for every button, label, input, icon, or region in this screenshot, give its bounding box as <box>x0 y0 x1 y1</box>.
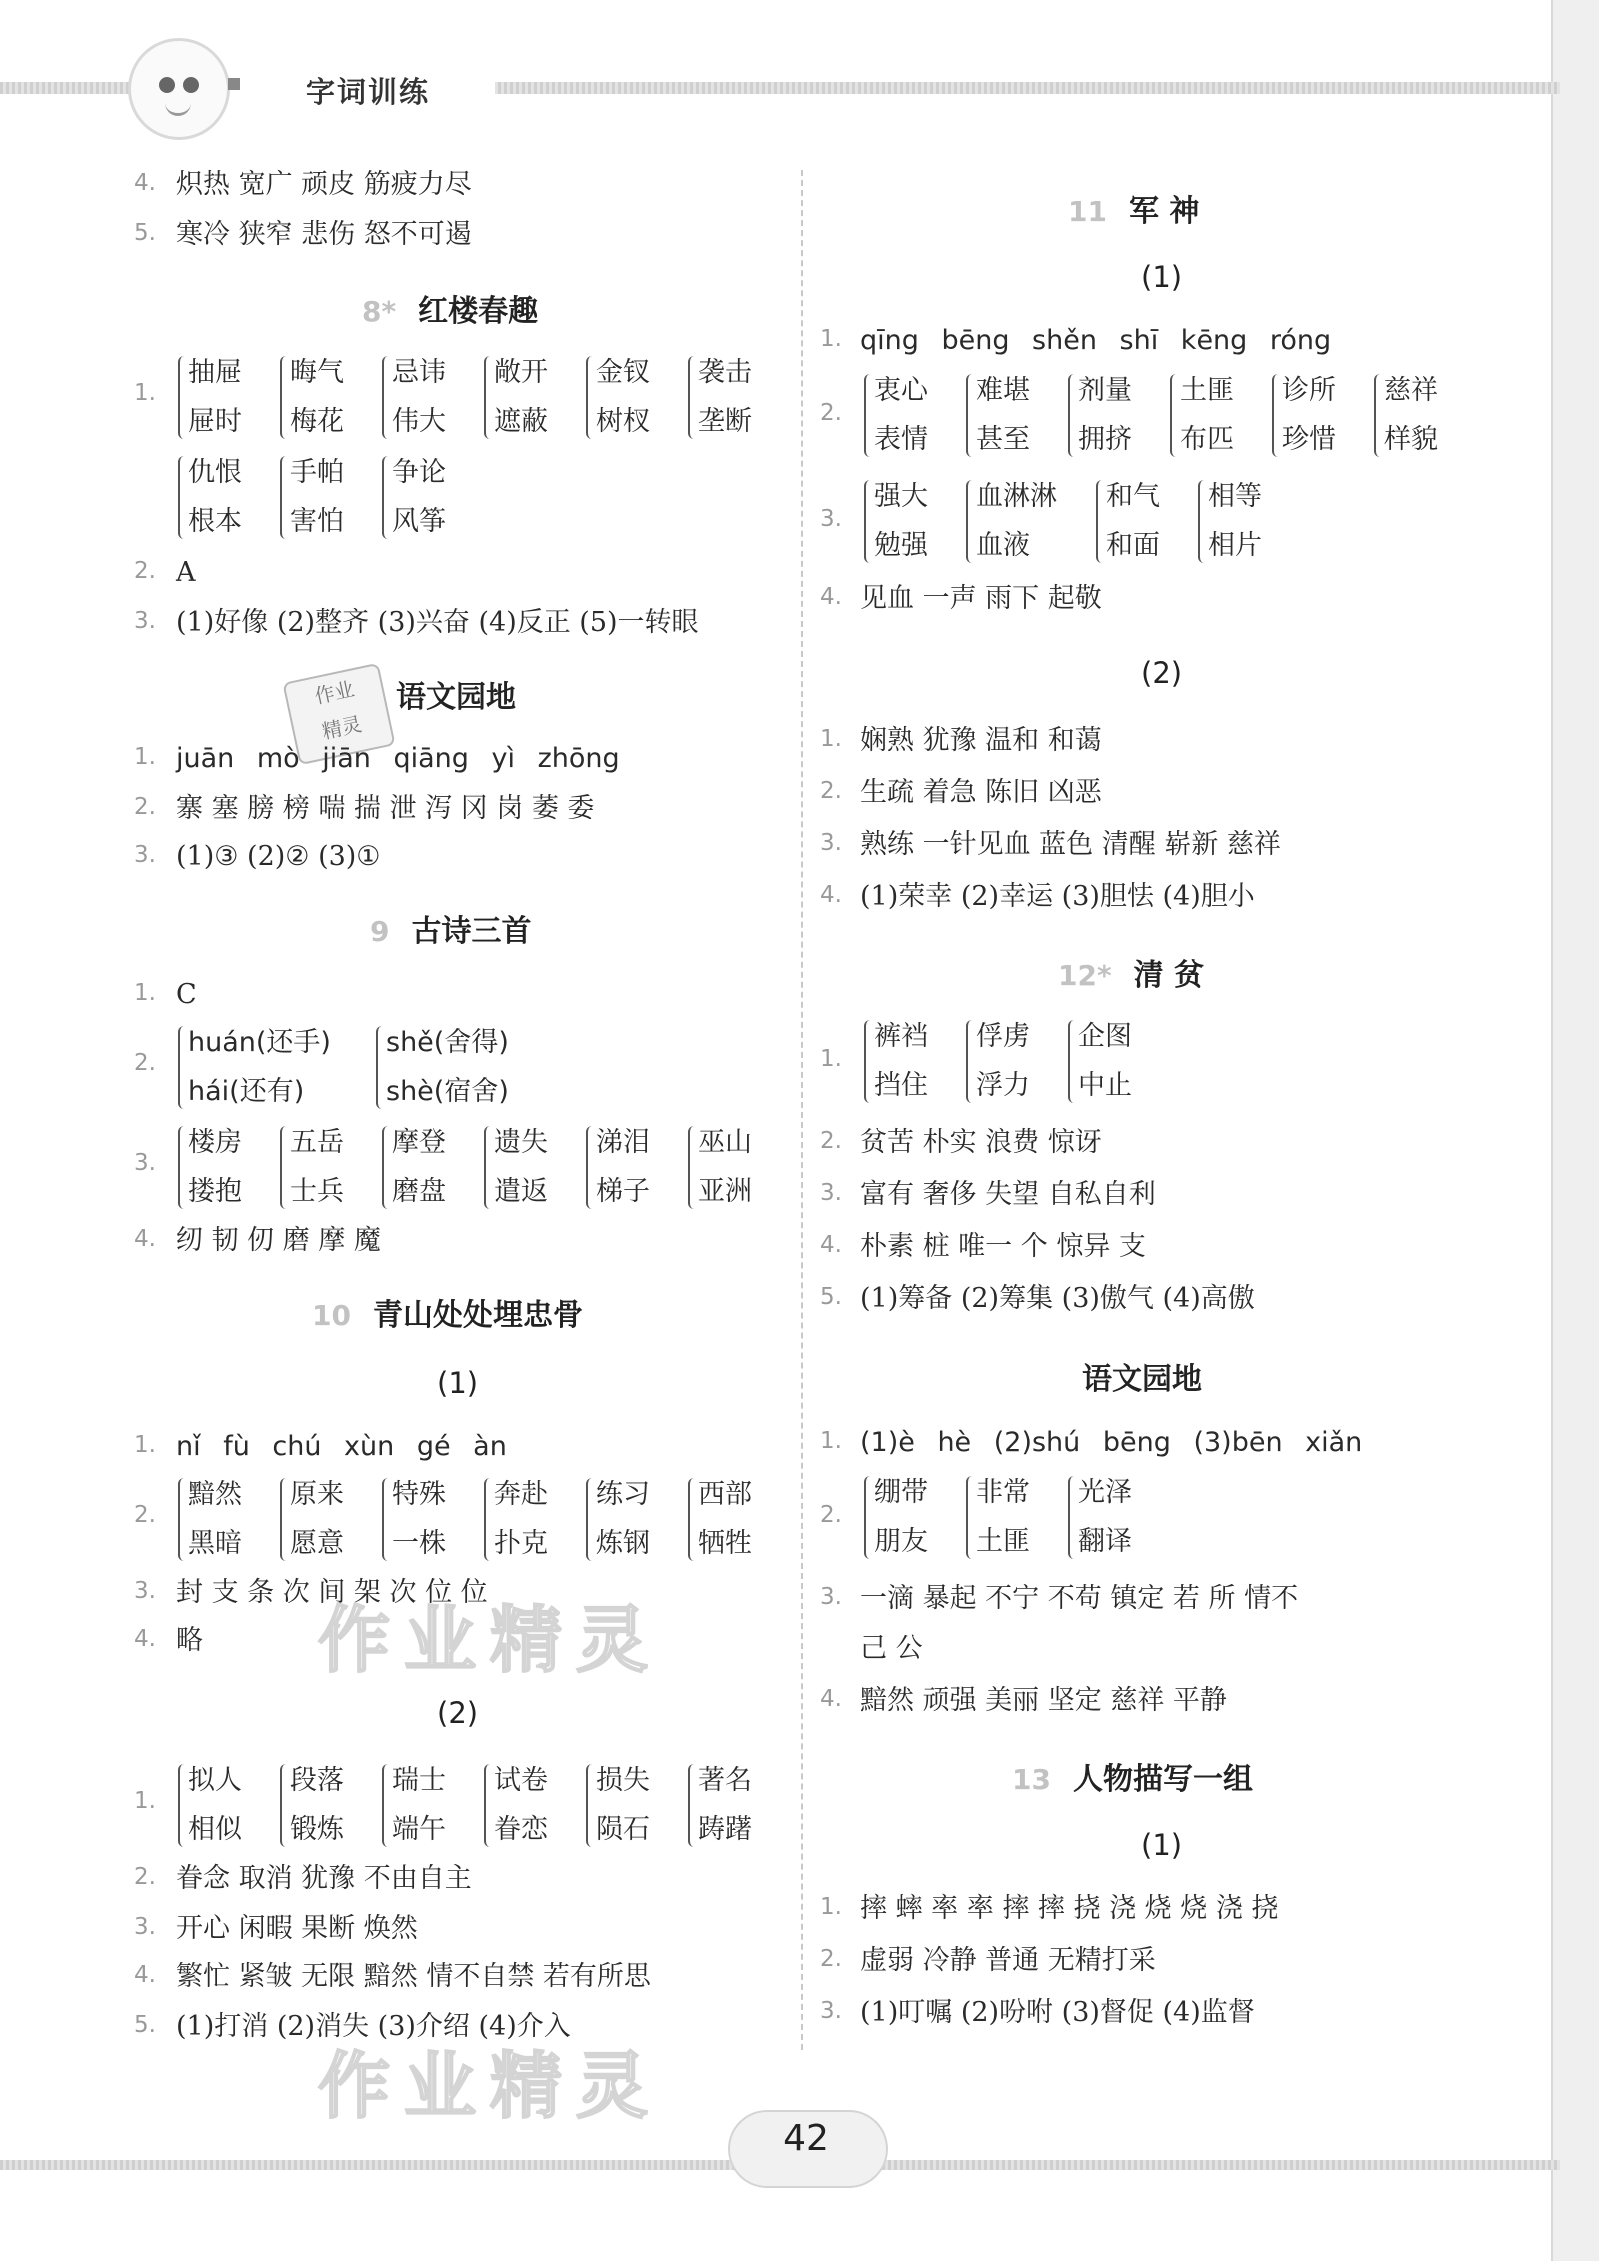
word-pair: 黯然 黑暗 <box>178 1478 274 1561</box>
answer-line: 封 支 条 次 间 架 次 位 位 <box>176 1577 488 1608</box>
answer-line: 纫 韧 仞 磨 摩 魔 <box>176 1225 381 1256</box>
item-number: 1. <box>134 1432 156 1458</box>
section-title: 语文园地 <box>396 680 516 715</box>
answer-line: 炽热 宽广 顽皮 筋疲力尽 <box>176 169 472 200</box>
word-pair: 西部 牺牲 <box>688 1478 784 1561</box>
page-edge <box>1551 0 1599 2261</box>
item-number: 4. <box>820 882 842 908</box>
word-pair: 俘虏 浮力 <box>966 1020 1062 1103</box>
word-pair: 剂量 拥挤 <box>1068 374 1164 457</box>
item-number: 2. <box>820 1502 842 1528</box>
answer-line: 略 <box>176 1625 203 1656</box>
word-pair: 裤裆 挡住 <box>864 1020 960 1103</box>
answer-line: 摔 蟀 率 率 摔 摔 挠 浇 烧 烧 浇 挠 <box>860 1893 1279 1924</box>
part-label: (1) <box>437 1366 479 1400</box>
item-number: 1. <box>820 326 842 352</box>
item-number: 1. <box>134 744 156 770</box>
mascot-logo <box>128 38 230 140</box>
word-pair: 血淋淋 血液 <box>966 480 1086 563</box>
column-divider <box>801 170 803 2050</box>
word-pair: 金钗 树杈 <box>586 356 682 439</box>
item-number: 2. <box>820 1946 842 1972</box>
watermark-stamp: 作业 精灵 <box>282 663 395 766</box>
word-pair: 忌讳 伟大 <box>382 356 478 439</box>
word-pair: 土匪 布匹 <box>1170 374 1266 457</box>
section-number: 12* <box>1058 959 1112 992</box>
answer-line: 朴素 桩 唯一 个 惊异 支 <box>860 1231 1146 1262</box>
section-title <box>312 1290 583 1334</box>
word-pair: 争论 风筝 <box>382 456 478 539</box>
word-pair: 楼房 搂抱 <box>178 1126 274 1209</box>
word-pair: 衷心 表情 <box>864 374 960 457</box>
item-number: 2. <box>820 400 842 426</box>
mascot-eye-icon <box>159 77 175 93</box>
answer-line: 黯然 顽强 美丽 坚定 慈祥 平静 <box>860 1685 1227 1716</box>
answer-line: nǐ fù chú xùn gé àn <box>176 1431 507 1462</box>
item-number: 1. <box>820 1894 842 1920</box>
header-marker-icon <box>228 78 240 90</box>
answer-line: (1)好像 (2)整齐 (3)兴奋 (4)反正 (5)一转眼 <box>176 607 699 638</box>
answer-line: 熟练 一针见血 蓝色 清醒 崭新 慈祥 <box>860 829 1281 860</box>
word-pair: 特殊 一株 <box>382 1478 478 1561</box>
item-number: 2. <box>820 1128 842 1154</box>
section-title <box>1058 950 1204 994</box>
word-pair: 抽屉 屉时 <box>178 356 274 439</box>
section-number: 8* <box>362 295 397 328</box>
answer-line: 一滴 暴起 不宁 不苟 镇定 若 所 情不 <box>860 1583 1299 1614</box>
item-number: 3. <box>134 608 156 634</box>
item-number: 4. <box>134 170 156 196</box>
section-number: 10 <box>312 1299 351 1332</box>
item-number: 3. <box>820 1180 842 1206</box>
answer-line: qīng bēng shěn shī kēng róng <box>860 325 1332 356</box>
item-number: 5. <box>820 1284 842 1310</box>
item-number: 2. <box>820 778 842 804</box>
word-pair: 瑞士 端午 <box>382 1764 478 1847</box>
section-title <box>1012 1754 1253 1798</box>
item-number: 3. <box>820 1998 842 2024</box>
section-title <box>370 906 531 950</box>
part-label: (2) <box>437 1696 479 1730</box>
word-pair: 著名 踌躇 <box>688 1764 784 1847</box>
item-number: 3. <box>820 830 842 856</box>
answer-line: (1)筹备 (2)筹集 (3)傲气 (4)高傲 <box>860 1283 1255 1314</box>
word-pair: 练习 炼钢 <box>586 1478 682 1561</box>
word-pair: 仇恨 根本 <box>178 456 274 539</box>
word-pair: 绷带 朋友 <box>864 1476 960 1559</box>
answer-line: 眷念 取消 犹豫 不由自主 <box>176 1863 472 1894</box>
section-name: 清 贫 <box>1133 958 1205 993</box>
word-pair: 敞开 遮蔽 <box>484 356 580 439</box>
item-number: 3. <box>134 842 156 868</box>
word-pair: 强大 勉强 <box>864 480 960 563</box>
part-label: (1) <box>1141 1828 1183 1862</box>
item-number: 2. <box>134 794 156 820</box>
word-pair: 相等 相片 <box>1198 480 1294 563</box>
word-pair: 难堪 甚至 <box>966 374 1062 457</box>
answer-line: A <box>176 557 196 588</box>
item-number: 2. <box>134 558 156 584</box>
answer-line: (1)叮嘱 (2)吩咐 (3)督促 (4)监督 <box>860 1997 1255 2028</box>
item-number: 3. <box>820 1584 842 1610</box>
word-pair: 试卷 眷恋 <box>484 1764 580 1847</box>
mascot-eye-icon <box>183 77 199 93</box>
item-number: 1. <box>820 1428 842 1454</box>
answer-line: (1)③ (2)② (3)① <box>176 841 381 872</box>
section-title <box>362 286 538 330</box>
item-number: 4. <box>134 1962 156 1988</box>
word-pair: 遗失 遣返 <box>484 1126 580 1209</box>
item-number: 2. <box>134 1502 156 1528</box>
item-number: 1. <box>134 1788 156 1814</box>
section-name: 人物描写一组 <box>1072 1762 1253 1797</box>
word-pair: 五岳 士兵 <box>280 1126 376 1209</box>
word-pair: 奔赴 扑克 <box>484 1478 580 1561</box>
item-number: 4. <box>820 584 842 610</box>
word-pair: 涕泪 梯子 <box>586 1126 682 1209</box>
item-number: 1. <box>820 1046 842 1072</box>
word-pair: 摩登 磨盘 <box>382 1126 478 1209</box>
word-pair: 袭击 垄断 <box>688 356 784 439</box>
word-pair: 损失 陨石 <box>586 1764 682 1847</box>
item-number: 4. <box>134 1226 156 1252</box>
item-number: 4. <box>820 1686 842 1712</box>
item-number: 5. <box>134 2012 156 2038</box>
item-number: 2. <box>134 1864 156 1890</box>
item-number: 4. <box>134 1626 156 1652</box>
word-pair: 原来 愿意 <box>280 1478 376 1561</box>
answer-line: 虚弱 冷静 普通 无精打采 <box>860 1945 1156 1976</box>
section-number: 9 <box>370 915 390 948</box>
answer-line: (1)荣幸 (2)幸运 (3)胆怯 (4)胆小 <box>860 881 1255 912</box>
answer-line: juān mò jiān qiāng yì zhōng <box>176 743 620 774</box>
section-title: 语文园地 <box>1082 1362 1202 1397</box>
answer-line: (1)打消 (2)消失 (3)介绍 (4)介入 <box>176 2011 571 2042</box>
answer-line: 开心 闲暇 果断 焕然 <box>176 1913 418 1944</box>
answer-line: 寒冷 狭窄 悲伤 怒不可遏 <box>176 219 472 250</box>
answer-line: 生疏 着急 陈旧 凶恶 <box>860 777 1102 808</box>
answer-line: 繁忙 紧皱 无限 黯然 情不自禁 若有所思 <box>176 1961 651 1992</box>
part-label: (1) <box>1141 260 1183 294</box>
part-label: (2) <box>1141 656 1183 690</box>
answer-line: 见血 一声 雨下 起敬 <box>860 583 1102 614</box>
watermark-text: 作业精灵 <box>318 1598 663 1682</box>
answer-line-cont: 己 公 <box>860 1633 923 1664</box>
word-pair: 巫山 亚洲 <box>688 1126 784 1209</box>
item-number: 2. <box>134 1050 156 1076</box>
section-number: 11 <box>1068 195 1107 228</box>
word-pair: 手帕 害怕 <box>280 456 376 539</box>
item-number: 3. <box>820 506 842 532</box>
item-number: 3. <box>134 1150 156 1176</box>
item-number: 1. <box>134 380 156 406</box>
answer-line: 贫苦 朴实 浪费 惊讶 <box>860 1127 1102 1158</box>
mascot-mouth-icon <box>165 101 191 116</box>
answer-line: C <box>176 979 197 1010</box>
section-number: 13 <box>1012 1763 1051 1796</box>
answer-line: (1)è hè (2)shú bēng (3)bēn xiǎn <box>860 1427 1363 1458</box>
word-pair: 晦气 梅花 <box>280 356 376 439</box>
item-number: 4. <box>820 1232 842 1258</box>
answer-line: 寨 塞 膀 榜 喘 揣 泄 泻 冈 岗 萎 委 <box>176 793 595 824</box>
item-number: 5. <box>134 220 156 246</box>
word-pair: 企图 中止 <box>1068 1020 1164 1103</box>
page-number: 42 <box>783 2118 829 2159</box>
pinyin-pair: shě(舍得) shè(宿舍) <box>376 1026 536 1109</box>
watermark-text: 作业精灵 <box>318 2044 663 2128</box>
section-name: 青山处处埋忠骨 <box>372 1298 583 1333</box>
page-header-title: 字词训练 <box>306 75 431 109</box>
answer-line: 富有 奢侈 失望 自私自利 <box>860 1179 1156 1210</box>
word-pair: 诊所 珍惜 <box>1272 374 1368 457</box>
answer-line: 娴熟 犹豫 温和 和蔼 <box>860 725 1102 756</box>
item-number: 3. <box>134 1578 156 1604</box>
word-pair: 段落 锻炼 <box>280 1764 376 1847</box>
item-number: 1. <box>820 726 842 752</box>
word-pair: 光泽 翻译 <box>1068 1476 1164 1559</box>
pinyin-pair: huán(还手) hái(还有) <box>178 1026 338 1109</box>
word-pair: 和气 和面 <box>1096 480 1192 563</box>
section-name: 红楼春趣 <box>418 294 539 329</box>
item-number: 3. <box>134 1914 156 1940</box>
item-number: 1. <box>134 980 156 1006</box>
word-pair: 慈祥 样貌 <box>1374 374 1470 457</box>
word-pair: 拟人 相似 <box>178 1764 274 1847</box>
section-name: 古诗三首 <box>411 914 532 949</box>
word-pair: 非常 土匪 <box>966 1476 1062 1559</box>
section-title <box>1068 186 1199 230</box>
section-name: 军 神 <box>1128 194 1200 229</box>
